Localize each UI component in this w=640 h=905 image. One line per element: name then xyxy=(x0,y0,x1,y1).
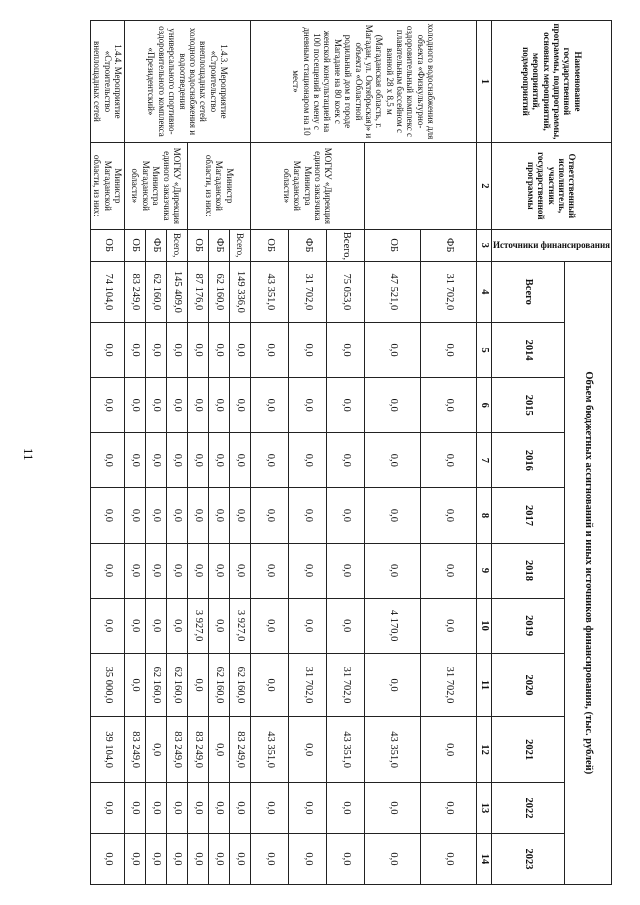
source-cell: Всего, xyxy=(230,229,251,261)
value-cell: 0,0 xyxy=(167,378,188,433)
value-cell: 31 702,0 xyxy=(421,261,477,322)
value-cell: 0,0 xyxy=(167,323,188,378)
value-cell: 0,0 xyxy=(90,783,124,834)
value-cell: 0,0 xyxy=(251,378,289,433)
header-source xyxy=(492,229,612,261)
header-year: 2018 xyxy=(492,543,565,598)
value-cell: 0,0 xyxy=(365,323,421,378)
value-cell: 0,0 xyxy=(421,488,477,543)
executor-cell: Министр Магаданской области, из них: xyxy=(90,142,124,229)
value-cell: 0,0 xyxy=(188,543,209,598)
column-number: 9 xyxy=(477,543,492,598)
value-cell: 0,0 xyxy=(146,717,167,783)
value-cell: 87 176,0 xyxy=(188,261,209,322)
value-cell: 0,0 xyxy=(365,543,421,598)
value-cell: 0,0 xyxy=(365,783,421,834)
value-cell: 0,0 xyxy=(90,833,124,884)
value-cell: 0,0 xyxy=(365,488,421,543)
value-cell: 0,0 xyxy=(125,598,146,653)
value-cell: 43 351,0 xyxy=(251,717,289,783)
value-cell: 0,0 xyxy=(188,323,209,378)
column-number: 12 xyxy=(477,717,492,783)
page-number: 11 xyxy=(21,448,36,461)
header-total: Всего xyxy=(492,261,565,322)
value-cell: 0,0 xyxy=(167,433,188,488)
value-cell: 0,0 xyxy=(251,598,289,653)
value-cell: 0,0 xyxy=(289,323,327,378)
value-cell: 83 249,0 xyxy=(125,261,146,322)
value-cell: 0,0 xyxy=(167,598,188,653)
executor-cell xyxy=(365,142,477,229)
table-row xyxy=(230,21,251,885)
value-cell: 31 702,0 xyxy=(289,653,327,717)
value-cell: 0,0 xyxy=(327,833,365,884)
source-cell: ФБ xyxy=(146,229,167,261)
value-cell: 0,0 xyxy=(289,717,327,783)
value-cell: 0,0 xyxy=(230,433,251,488)
source-cell: Всего, xyxy=(167,229,188,261)
value-cell: 0,0 xyxy=(421,833,477,884)
value-cell: 145 409,0 xyxy=(167,261,188,322)
value-cell: 0,0 xyxy=(209,488,230,543)
value-cell: 62 160,0 xyxy=(209,653,230,717)
value-cell: 149 336,0 xyxy=(230,261,251,322)
value-cell: 0,0 xyxy=(251,653,289,717)
value-cell: 0,0 xyxy=(251,488,289,543)
value-cell: 0,0 xyxy=(188,488,209,543)
header-year: 2020 xyxy=(492,653,565,717)
value-cell: 31 702,0 xyxy=(327,653,365,717)
value-cell: 0,0 xyxy=(209,598,230,653)
source-cell: ОБ xyxy=(251,229,289,261)
value-cell: 0,0 xyxy=(230,543,251,598)
value-cell: 0,0 xyxy=(188,378,209,433)
value-cell: 0,0 xyxy=(167,488,188,543)
value-cell: 0,0 xyxy=(209,717,230,783)
value-cell: 75 053,0 xyxy=(327,261,365,322)
value-cell: 0,0 xyxy=(365,833,421,884)
header-source-text: Источники финансирования xyxy=(493,240,610,251)
value-cell: 0,0 xyxy=(421,543,477,598)
source-cell: Всего, xyxy=(327,229,365,261)
header-executor: Ответственный исполнитель, участник государственной программы xyxy=(492,142,612,229)
value-cell: 43 351,0 xyxy=(365,717,421,783)
value-cell: 0,0 xyxy=(289,598,327,653)
financing-table xyxy=(90,20,612,885)
column-number: 8 xyxy=(477,488,492,543)
value-cell: 0,0 xyxy=(209,543,230,598)
value-cell: 0,0 xyxy=(125,433,146,488)
value-cell: 0,0 xyxy=(146,833,167,884)
header-year: 2016 xyxy=(492,433,565,488)
table-row xyxy=(167,21,188,885)
value-cell: 0,0 xyxy=(327,378,365,433)
value-cell: 83 249,0 xyxy=(188,717,209,783)
header-name: Наименование государственной программы, подпрограммы, основных мероприятий, мероприятий, подмероприятий xyxy=(492,21,612,143)
source-cell: ФБ xyxy=(209,229,230,261)
value-cell: 47 521,0 xyxy=(365,261,421,322)
value-cell: 0,0 xyxy=(146,433,167,488)
header-year: 2014 xyxy=(492,323,565,378)
column-number: 2 xyxy=(477,142,492,229)
rotated-table-wrapper xyxy=(62,20,612,885)
value-cell: 39 104,0 xyxy=(90,717,124,783)
value-cell: 31 702,0 xyxy=(289,261,327,322)
table-row xyxy=(327,21,365,885)
value-cell: 0,0 xyxy=(421,598,477,653)
value-cell: 0,0 xyxy=(289,488,327,543)
value-cell: 0,0 xyxy=(230,833,251,884)
value-cell: 3 927,0 xyxy=(188,598,209,653)
value-cell: 0,0 xyxy=(209,378,230,433)
value-cell: 0,0 xyxy=(209,323,230,378)
value-cell: 0,0 xyxy=(327,433,365,488)
value-cell: 0,0 xyxy=(125,653,146,717)
value-cell: 74 104,0 xyxy=(90,261,124,322)
value-cell: 0,0 xyxy=(327,783,365,834)
value-cell: 0,0 xyxy=(230,488,251,543)
value-cell: 83 249,0 xyxy=(230,717,251,783)
value-cell: 0,0 xyxy=(146,323,167,378)
executor-cell: МОГКУ «Дирекция единого заказчика Министра Магаданской области» xyxy=(125,142,188,229)
column-number: 3 xyxy=(477,229,492,261)
value-cell: 43 351,0 xyxy=(327,717,365,783)
value-cell: 0,0 xyxy=(365,653,421,717)
value-cell: 0,0 xyxy=(188,783,209,834)
value-cell: 0,0 xyxy=(125,378,146,433)
source-cell: ФБ xyxy=(289,229,327,261)
value-cell: 0,0 xyxy=(167,833,188,884)
value-cell: 0,0 xyxy=(125,783,146,834)
activity-name: 1.4.3. Мероприятие «Строительство внеплощадных сетей холодного водоснабжения и водоотведения универсального спортивно-оздоровительного комплекса «Президентский» xyxy=(125,21,251,143)
table-row xyxy=(421,21,477,885)
value-cell: 0,0 xyxy=(146,598,167,653)
column-number: 13 xyxy=(477,783,492,834)
value-cell: 0,0 xyxy=(230,323,251,378)
value-cell: 0,0 xyxy=(327,323,365,378)
value-cell: 0,0 xyxy=(421,323,477,378)
header-year: 2022 xyxy=(492,783,565,834)
column-number: 14 xyxy=(477,833,492,884)
value-cell: 0,0 xyxy=(90,323,124,378)
value-cell: 3 927,0 xyxy=(230,598,251,653)
value-cell: 0,0 xyxy=(327,598,365,653)
header-year: 2019 xyxy=(492,598,565,653)
value-cell: 0,0 xyxy=(251,783,289,834)
value-cell: 0,0 xyxy=(146,783,167,834)
value-cell: 0,0 xyxy=(421,433,477,488)
value-cell: 0,0 xyxy=(251,543,289,598)
value-cell: 0,0 xyxy=(251,833,289,884)
value-cell: 0,0 xyxy=(251,433,289,488)
header-year: 2017 xyxy=(492,488,565,543)
value-cell: 62 160,0 xyxy=(209,261,230,322)
value-cell: 0,0 xyxy=(209,783,230,834)
value-cell: 0,0 xyxy=(251,323,289,378)
value-cell: 0,0 xyxy=(188,653,209,717)
value-cell: 0,0 xyxy=(146,488,167,543)
value-cell: 35 000,0 xyxy=(90,653,124,717)
value-cell: 0,0 xyxy=(289,378,327,433)
header-year: 2015 xyxy=(492,378,565,433)
source-cell: ОБ xyxy=(188,229,209,261)
table-row xyxy=(90,21,124,885)
column-number: 7 xyxy=(477,433,492,488)
header-funding: Объем бюджетных ассигнований и иных источников финансирования, (тыс. рублей) xyxy=(564,261,611,884)
value-cell: 0,0 xyxy=(289,543,327,598)
value-cell: 0,0 xyxy=(421,717,477,783)
column-number: 5 xyxy=(477,323,492,378)
value-cell: 43 351,0 xyxy=(251,261,289,322)
activity-name: 1.4.4. Мероприятие «Строительство внеплощадных сетей xyxy=(90,21,124,143)
column-number: 10 xyxy=(477,598,492,653)
column-number: 1 xyxy=(477,21,492,143)
value-cell: 0,0 xyxy=(90,543,124,598)
value-cell: 0,0 xyxy=(125,488,146,543)
value-cell: 62 160,0 xyxy=(230,653,251,717)
source-cell: ФБ xyxy=(421,229,477,261)
value-cell: 0,0 xyxy=(289,783,327,834)
executor-cell: МОГКУ «Дирекция единого заказчика Министра Магаданской области» xyxy=(251,142,365,229)
value-cell: 0,0 xyxy=(125,833,146,884)
header-year: 2021 xyxy=(492,717,565,783)
header-year: 2023 xyxy=(492,833,565,884)
value-cell: 0,0 xyxy=(327,543,365,598)
value-cell: 0,0 xyxy=(146,543,167,598)
value-cell: 0,0 xyxy=(146,378,167,433)
value-cell: 0,0 xyxy=(188,433,209,488)
value-cell: 0,0 xyxy=(230,783,251,834)
value-cell: 0,0 xyxy=(90,488,124,543)
value-cell: 0,0 xyxy=(209,833,230,884)
value-cell: 0,0 xyxy=(167,783,188,834)
value-cell: 0,0 xyxy=(421,378,477,433)
executor-cell: Министр Магаданской области, из них: xyxy=(188,142,251,229)
value-cell: 62 160,0 xyxy=(167,653,188,717)
column-number: 6 xyxy=(477,378,492,433)
value-cell: 0,0 xyxy=(125,543,146,598)
value-cell: 0,0 xyxy=(90,598,124,653)
value-cell: 62 160,0 xyxy=(146,261,167,322)
value-cell: 31 702,0 xyxy=(421,653,477,717)
value-cell: 0,0 xyxy=(188,833,209,884)
value-cell: 0,0 xyxy=(125,323,146,378)
value-cell: 0,0 xyxy=(90,433,124,488)
value-cell: 0,0 xyxy=(365,433,421,488)
value-cell: 0,0 xyxy=(167,543,188,598)
column-number-row xyxy=(477,21,492,885)
value-cell: 0,0 xyxy=(90,378,124,433)
source-cell: ОБ xyxy=(365,229,421,261)
column-number: 4 xyxy=(477,261,492,322)
value-cell: 0,0 xyxy=(230,378,251,433)
value-cell: 0,0 xyxy=(289,833,327,884)
source-cell: ОБ xyxy=(90,229,124,261)
value-cell: 4 170,0 xyxy=(365,598,421,653)
column-number: 11 xyxy=(477,653,492,717)
value-cell: 0,0 xyxy=(421,783,477,834)
source-cell: ОБ xyxy=(125,229,146,261)
value-cell: 0,0 xyxy=(289,433,327,488)
value-cell: 0,0 xyxy=(327,488,365,543)
value-cell: 0,0 xyxy=(365,378,421,433)
value-cell: 62 160,0 xyxy=(146,653,167,717)
value-cell: 83 249,0 xyxy=(125,717,146,783)
value-cell: 0,0 xyxy=(209,433,230,488)
activity-name: холодного водоснабжения для объекта «Физкультурно-оздоровительный комплекс с плавательным бассейном с ванной 28 х 8,5 м (Магаданская область, г. Магадан, ул. Октябрьская)» и объекта «Областной родильный дом в городе Магадане на 80 коек с женской консультацией на 100 посещений в смену с дневным стационаром на 10 мест» xyxy=(251,21,477,143)
value-cell: 83 249,0 xyxy=(167,717,188,783)
